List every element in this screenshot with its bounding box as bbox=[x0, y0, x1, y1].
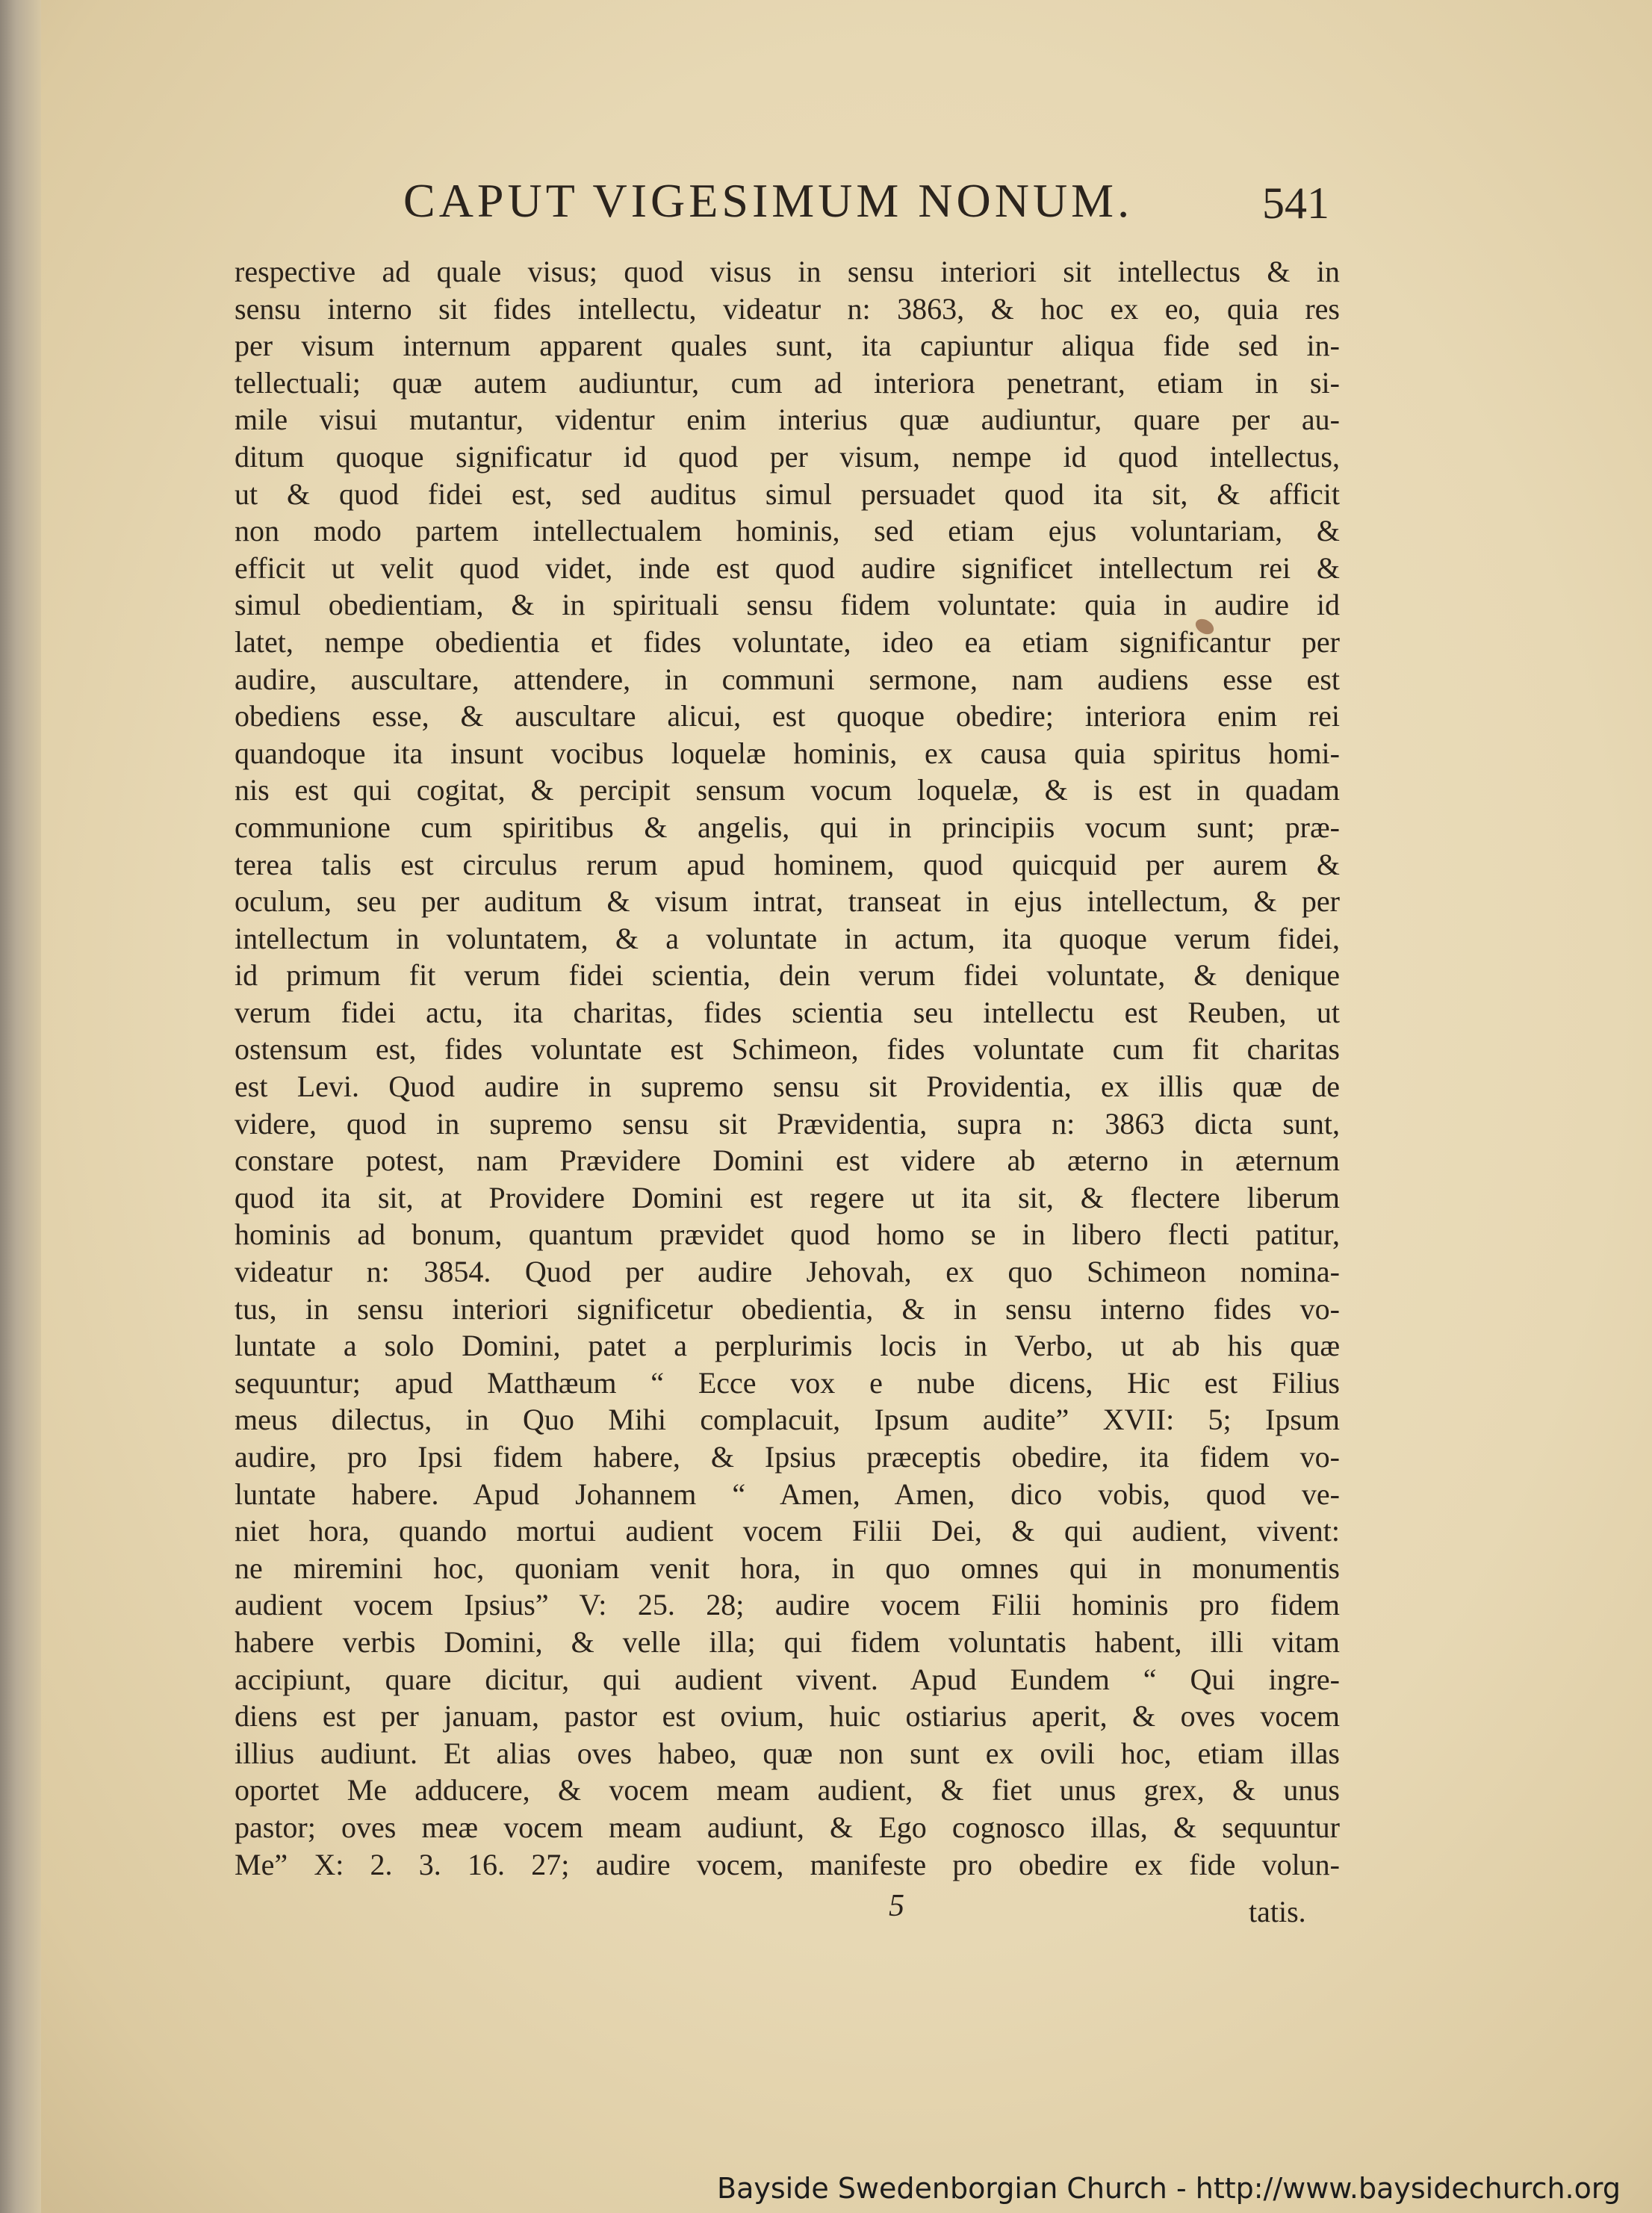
text-line: oculum, seu per auditum & visum intrat, transeat in ejus intellectum, & per bbox=[235, 884, 1340, 919]
text-line: ostensum est, fides voluntate est Schimeon, fides voluntate cum fit charitas bbox=[235, 1032, 1340, 1067]
text-line: verum fidei actu, ita charitas, fides scientia seu intellectu est Reuben, ut bbox=[235, 995, 1340, 1029]
text-line: accipiunt, quare dicitur, qui audient vivent. Apud Eundem “ Qui ingre- bbox=[235, 1662, 1340, 1696]
text-line: est Levi. Quod audire in supremo sensu sit Providentia, ex illis quæ de bbox=[235, 1070, 1340, 1104]
text-line: oportet Me adducere, & vocem meam audient, & fiet unus grex, & unus bbox=[235, 1773, 1340, 1807]
text-line: efficit ut velit quod videt, inde est quod audire significet intellectum rei & bbox=[235, 550, 1340, 585]
watermark-link[interactable]: Bayside Swedenborgian Church - http://www.baysidechurch.org bbox=[717, 2172, 1621, 2205]
text-line: diens est per januam, pastor est ovium, huic ostiarius aperit, & oves vocem bbox=[235, 1699, 1340, 1734]
text-line: quod ita sit, at Providere Domini est regere ut ita sit, & flectere liberum bbox=[235, 1180, 1340, 1214]
text-line: luntate a solo Domini, patet a perplurimis locis in Verbo, ut ab his quæ bbox=[235, 1329, 1340, 1363]
text-line: nis est qui cogitat, & percipit sensum vocum loquelæ, & is est in quadam bbox=[235, 773, 1340, 807]
text-line: videre, quod in supremo sensu sit Prævidentia, supra n: 3863 dicta sunt, bbox=[235, 1106, 1340, 1140]
text-line: ut & quod fidei est, sed auditus simul persuadet quod ita sit, & afficit bbox=[235, 477, 1340, 511]
text-line: respective ad quale visus; quod visus in sensu interiori sit intellectus & in bbox=[235, 255, 1340, 288]
text-line: audient vocem Ipsius” V: 25. 28; audire vocem Filii hominis pro fidem bbox=[235, 1588, 1340, 1622]
text-line: illius audiunt. Et alias oves habeo, quæ non sunt ex ovili hoc, etiam illas bbox=[235, 1736, 1340, 1770]
page-footer bbox=[0, 1888, 1652, 1933]
body-text bbox=[235, 253, 1340, 1883]
text-line: sensu interno sit fides intellectu, videatur n: 3863, & hoc ex eo, quia res bbox=[235, 291, 1340, 326]
text-line: ne miremini hoc, quoniam venit hora, in quo omnes qui in monumentis bbox=[235, 1551, 1340, 1585]
text-line: mile visui mutantur, videntur enim interius quæ audiuntur, quare per au- bbox=[235, 403, 1340, 437]
text-line: meus dilectus, in Quo Mihi complacuit, Ipsum audite” XVII: 5; Ipsum bbox=[235, 1403, 1340, 1437]
text-line: sequuntur; apud Matthæum “ Ecce vox e nube dicens, Hic est Filius bbox=[235, 1365, 1340, 1400]
binding-edge bbox=[0, 0, 41, 2213]
text-line: constare potest, nam Prævidere Domini est videre ab æterno in æternum bbox=[235, 1143, 1340, 1178]
page-number: 541 bbox=[1262, 179, 1329, 228]
text-line: latet, nempe obedientia et fides voluntate, ideo ea etiam significantur per bbox=[235, 624, 1340, 659]
page-header bbox=[0, 173, 1652, 233]
text-line: simul obedientiam, & in spirituali sensu fidem voluntate: quia in audire id bbox=[235, 588, 1340, 622]
text-line: ditum quoque significatur id quod per visum, nempe id quod intellectus, bbox=[235, 439, 1340, 474]
text-line: luntate habere. Apud Johannem “ Amen, Amen, dico vobis, quod ve- bbox=[235, 1477, 1340, 1511]
text-line: obediens esse, & auscultare alicui, est quoque obedire; interiora enim rei bbox=[235, 699, 1340, 733]
text-line: per visum internum apparent quales sunt, ita capiuntur aliqua fide sed in- bbox=[235, 329, 1340, 363]
text-line: terea talis est circulus rerum apud hominem, quod quicquid per aurem & bbox=[235, 847, 1340, 881]
catchword: tatis. bbox=[1249, 1895, 1306, 1928]
text-line: communione cum spiritibus & angelis, qui in principiis vocum sunt; præ- bbox=[235, 810, 1340, 844]
text-line: id primum fit verum fidei scientia, dein verum fidei voluntate, & denique bbox=[235, 958, 1340, 993]
running-head: CAPUT VIGESIMUM NONUM. bbox=[403, 174, 1134, 227]
text-line: intellectum in voluntatem, & a voluntate in actum, ita quoque verum fidei, bbox=[235, 921, 1340, 955]
text-line: Me” X: 2. 3. 16. 27; audire vocem, manifeste pro obedire ex fide volun- bbox=[235, 1847, 1340, 1881]
text-line: tus, in sensu interiori significetur obedientia, & in sensu interno fides vo- bbox=[235, 1291, 1340, 1326]
text-line: audire, auscultare, attendere, in communi sermone, nam audiens esse est bbox=[235, 662, 1340, 696]
text-line: niet hora, quando mortui audient vocem Filii Dei, & qui audient, vivent: bbox=[235, 1514, 1340, 1548]
text-line: quandoque ita insunt vocibus loquelæ hominis, ex causa quia spiritus homi- bbox=[235, 736, 1340, 770]
signature-mark: 5 bbox=[889, 1889, 904, 1923]
text-line: non modo partem intellectualem hominis, sed etiam ejus voluntariam, & bbox=[235, 514, 1340, 548]
text-line: audire, pro Ipsi fidem habere, & Ipsius præceptis obedire, ita fidem vo- bbox=[235, 1440, 1340, 1474]
text-line: hominis ad bonum, quantum prævidet quod homo se in libero flecti patitur, bbox=[235, 1217, 1340, 1252]
text-line: habere verbis Domini, & velle illa; qui fidem voluntatis habent, illi vitam bbox=[235, 1624, 1340, 1659]
text-line: tellectuali; quæ autem audiuntur, cum ad interiora penetrant, etiam in si- bbox=[235, 365, 1340, 400]
text-line: videatur n: 3854. Quod per audire Jehovah, ex quo Schimeon nomina- bbox=[235, 1255, 1340, 1289]
text-line: pastor; oves meæ vocem meam audiunt, & Ego cognosco illas, & sequuntur bbox=[235, 1810, 1340, 1844]
